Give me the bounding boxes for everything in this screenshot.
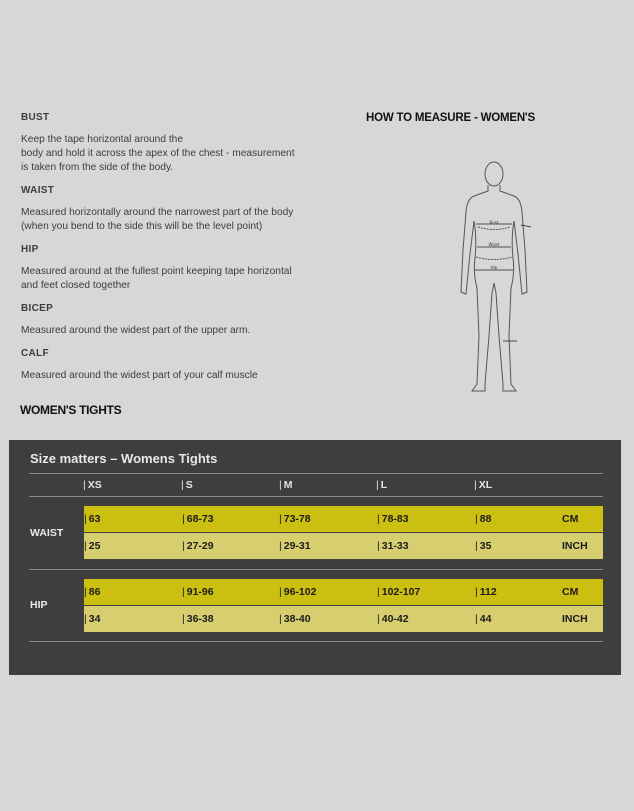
waist-heading: WAIST [21,185,55,196]
hip-heading: HIP [21,244,39,255]
table-cell: | 96-102 [279,586,316,598]
table-row [84,579,603,605]
table-cell: | 27-29 [182,540,214,552]
unit-inch: INCH [562,613,588,625]
calf-description: Measured around the widest part of your calf muscle [21,370,258,381]
table-cell: | 34 [84,613,100,625]
divider [29,641,603,642]
table-cell: | 25 [84,540,100,552]
size-table-title: Size matters – Womens Tights [30,451,218,466]
divider [29,569,603,570]
bicep-description: Measured around the widest part of the upper arm. [21,325,251,336]
row-label-waist: WAIST [30,527,64,539]
table-cell: | 40-42 [377,613,409,625]
table-row [84,506,603,532]
unit-inch: INCH [562,540,588,552]
bust-description: Keep the tape horizontal around the body and hold it across the apex of the chest - measurement is taken from the side of the body. [21,134,295,173]
womens-tights-title: WOMEN'S TIGHTS [20,403,122,417]
table-row [84,606,603,632]
calf-heading: CALF [21,348,49,359]
table-cell: | 91-96 [182,586,214,598]
divider [29,473,603,474]
how-to-measure-title: HOW TO MEASURE - WOMEN'S [366,112,535,124]
table-cell: | 29-31 [279,540,311,552]
size-header-s: | S [181,479,193,491]
size-header-m: | M [279,479,292,491]
waist-description: Measured horizontally around the narrowest part of the body (when you bend to the side this will be the level point) [21,207,294,232]
table-cell: | 73-78 [279,513,311,525]
size-table-panel [9,440,621,675]
unit-cm: CM [562,513,579,525]
figure-label-bust: Bust [489,220,499,225]
row-label-hip: HIP [30,599,48,611]
body-outline-figure [454,158,538,398]
table-cell: | 31-33 [377,540,409,552]
measurement-guide [21,112,321,383]
bust-heading: BUST [21,112,50,123]
table-cell: | 68-73 [182,513,214,525]
table-cell: | 88 [475,513,491,525]
table-cell: | 86 [84,586,100,598]
table-cell: | 38-40 [279,613,311,625]
table-cell: | 102-107 [377,586,420,598]
table-cell: | 44 [475,613,491,625]
figure-label-hip: Hip [490,265,498,270]
table-cell: | 78-83 [377,513,409,525]
table-cell: | 36-38 [182,613,214,625]
table-row [84,533,603,559]
table-cell: | 35 [475,540,491,552]
divider [29,496,603,497]
table-cell: | 63 [84,513,100,525]
figure-label-waist: Waist [488,242,500,247]
hip-description: Measured around at the fullest point keeping tape horizontal and feet closed together [21,266,292,291]
size-header-xl: | XL [474,479,492,491]
bicep-heading: BICEP [21,303,54,314]
table-cell: | 112 [475,586,497,598]
size-header-xs: | XS [83,479,102,491]
size-header-l: | L [376,479,387,491]
unit-cm: CM [562,586,579,598]
